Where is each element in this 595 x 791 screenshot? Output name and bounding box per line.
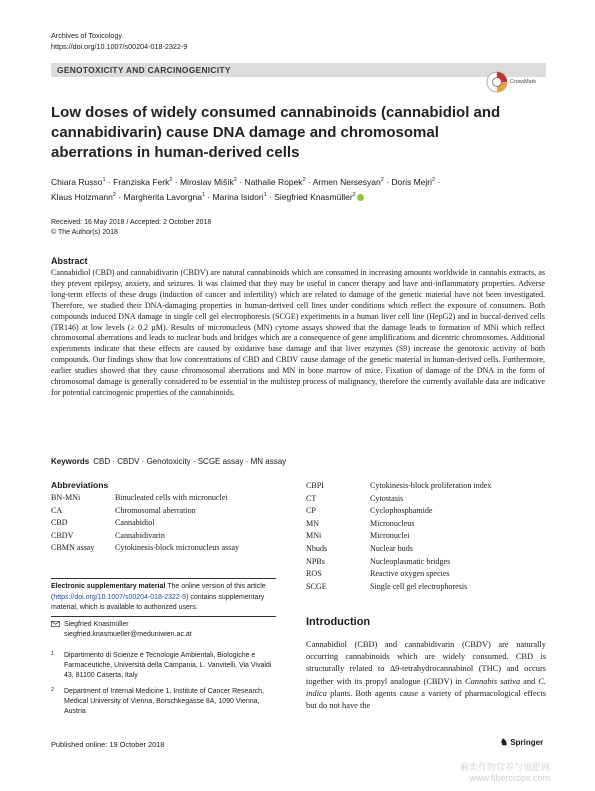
received-accepted: Received: 16 May 2018 / Accepted: 2 October 2018: [51, 219, 212, 226]
doi-link[interactable]: https://doi.org/10.1007/s00204-018-2322-9: [51, 42, 188, 51]
envelope-icon: [51, 621, 60, 627]
introduction-text: Cannabidiol (CBD) and cannabidivarin (CBDV) are naturally occurring cannabinoids which are widely consumed. CBD is structurally related to ∆9-tetrahydrocannabinol (THC) and occurs together with its propyl analogue (CBDV) in Cannabis sativa and C. indica plants. Both agents cause a variety of pharmacological effects but do not have the: [306, 640, 546, 711]
author-line-1: Chiara Russo$^1$ · Franziska Ferk$^2$ · Miroslav Mišík$^2$ · Nathalie Ropek$^2$ · Armen Nersesyan$^2$ · Doris Mejri$^2$ ·: [51, 176, 441, 187]
author[interactable]: Doris Mejri: [391, 176, 432, 187]
introduction-heading: Introduction: [306, 616, 371, 628]
author[interactable]: Armen Nersesyan: [312, 176, 381, 187]
author[interactable]: Siegfried Knasmüller: [274, 191, 353, 202]
article-dates: [51, 218, 211, 238]
email-link[interactable]: siegfried.knasmueller@meduniwien.ac.at: [64, 631, 192, 638]
published-date: Published online: 19 October 2018: [51, 740, 165, 749]
watermark: 麻类作物营养与施肥网 www.fibercrops.com: [460, 762, 551, 783]
abstract-heading: Abstract: [51, 256, 88, 266]
supplementary-note: Electronic supplementary material The online version of this article (https://doi.org/10.1007/s00204-018-2322-9) contains supplementary material, which is available to authorized users.: [51, 583, 266, 611]
author[interactable]: Miroslav Mišík: [179, 176, 234, 187]
divider: [51, 616, 276, 617]
keywords: [51, 457, 545, 466]
copyright: © The Author(s) 2018: [51, 229, 118, 236]
author[interactable]: Chiara Russo: [51, 176, 103, 187]
abbreviations-heading: Abbreviations: [51, 480, 109, 490]
publisher-name: Springer: [510, 738, 544, 747]
abbreviations-left: BN-MNi Binucleated cells with micronuclei CA Chromosomal aberration CBD Cannabidiol CBDV Cannabidivarin CBMN assay Cytokinesis-block micronucleus assay: [51, 493, 240, 553]
crossmark-icon: [486, 71, 546, 99]
abstract-text: Cannabidiol (CBD) and cannabidivarin (CBDV) are natural cannabinoids which are consumed in increasing amounts worldwide in cannabis extracts, as they prevent epilepsy, anxiety, and seizures. It was claimed that they may be useful in cancer therapy and have anti-inflammatory properties. Adverse long-term effects of these drugs (induction of cancer and infertility) which are related to damage of the genetic material have not been investigated. Therefore, we studied their DNA-damaging properties in human-derived cell lines under conditions which reflect the exposure of consumers. Both compounds induced DNA damage in single cell gel electrophoresis (SCGE) experiments in a human liver cell line (HepG2) and in buccal-derived cells (TR146) at low levels (≥ 0.2 µM). Results of micronucleus (MN) cytome assays showed that the damage leads to formation of MNi which reflect chromosomal aberrations and leads to nuclear buds and bridges which are a consequence of gene amplifications and dicentric chromosomes. Additional experiments indicate that these effects are caused by oxidative base damage and that liver enzymes (S9) increase the genotoxic activity of both compounds. Our findings show that low concentrations of CBD and CBDV cause damage of the genetic material in human-derived cells. Furthermore, earlier studies showed that they cause chromosomal aberrations and MN in bone marrow of mice. Fixation of damage of the DNA in the form of chromosomal damage is generally considered to be essential in the multistep process of malignancy, therefore the currently available data are indicative for potential carcinogenic properties of the cannabinoids.: [51, 268, 545, 397]
abbreviations-right: CBPI Cytokinesis-block proliferation index CT Cytostasis CP Cyclophosphamide MN Micronucleus MNi Micronuclei Nbuds Nuclear buds NPBs Nucleoplasmatic bridges ROS Reactive oxygen species SCGE Single cell gel electrophoresis: [306, 481, 492, 591]
crossmark-label: CrossMark: [510, 79, 537, 85]
section-bar: [51, 63, 546, 77]
author[interactable]: Margherita Lavorgna: [123, 191, 202, 202]
keywords-list: CBD · CBDV · Genotoxicity · SCGE assay · MN assay: [93, 457, 287, 466]
journal-header: [51, 30, 187, 52]
journal-name: Archives of Toxicology: [51, 31, 122, 40]
author-line-2: Klaus Holzmann$^2$ · Margherita Lavorgna$^1$ · Marina Isidori$^1$ · Siegfried Knasmüller$^2$: [51, 189, 541, 204]
crossmark-badge[interactable]: [486, 71, 546, 99]
keywords-label: Keywords: [51, 457, 90, 466]
author[interactable]: Franziska Ferk: [113, 176, 170, 187]
springer-horse-icon: ♞: [500, 737, 509, 747]
author[interactable]: Klaus Holzmann: [51, 191, 113, 202]
orcid-icon[interactable]: [357, 194, 364, 201]
author-list: [51, 174, 541, 204]
corresponding-author: Siegfried Knasmüller: [64, 621, 129, 628]
publisher-logo: [500, 737, 543, 748]
divider: [51, 578, 276, 579]
section-label: GENOTOXICITY AND CARCINOGENICITY: [57, 65, 231, 75]
author[interactable]: Marina Isidori: [212, 191, 264, 202]
author[interactable]: Nathalie Ropek: [244, 176, 303, 187]
supplementary-link[interactable]: https://doi.org/10.1007/s00204-018-2322-9: [53, 593, 187, 601]
supplementary-label: Electronic supplementary material: [51, 583, 166, 590]
article-title: Low doses of widely consumed cannabinoids (cannabidiol and cannabidivarin) cause DNA damage and chromosomal aberrations in human-derived cells: [51, 104, 501, 161]
